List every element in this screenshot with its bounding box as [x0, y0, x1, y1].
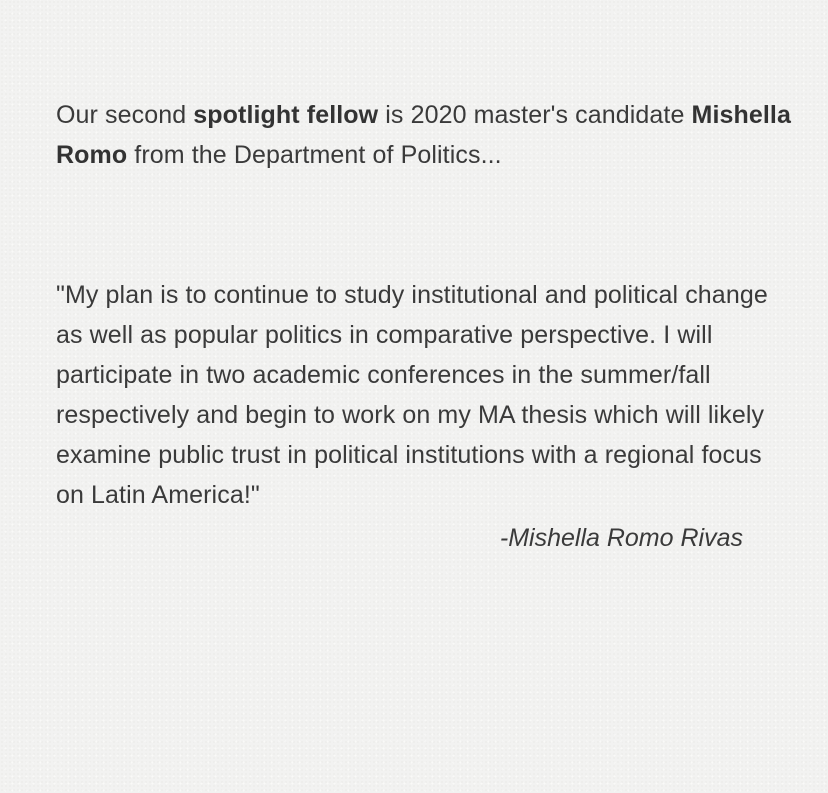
spotlight-fellow-label: spotlight fellow — [193, 101, 379, 129]
quote-signature: -Mishella Romo Rivas — [499, 524, 743, 552]
fellow-name: Mishella Romo — [56, 101, 791, 169]
intro-text-2: is 2020 master's candidate — [378, 101, 692, 129]
spotlight-card — [56, 95, 796, 558]
intro-paragraph — [56, 95, 796, 175]
intro-text-3: from the Department of Politics... — [127, 141, 502, 169]
intro-text-1: Our second — [56, 101, 194, 129]
quote-paragraph: "My plan is to continue to study institutional and political change as well as popular politics in comparative perspective. I will participate in two academic conferences in the summer/fall respectively and begin to work on my MA thesis which will likely examine public trust in political institutions with a regional focus on Latin America!" — [56, 281, 768, 509]
